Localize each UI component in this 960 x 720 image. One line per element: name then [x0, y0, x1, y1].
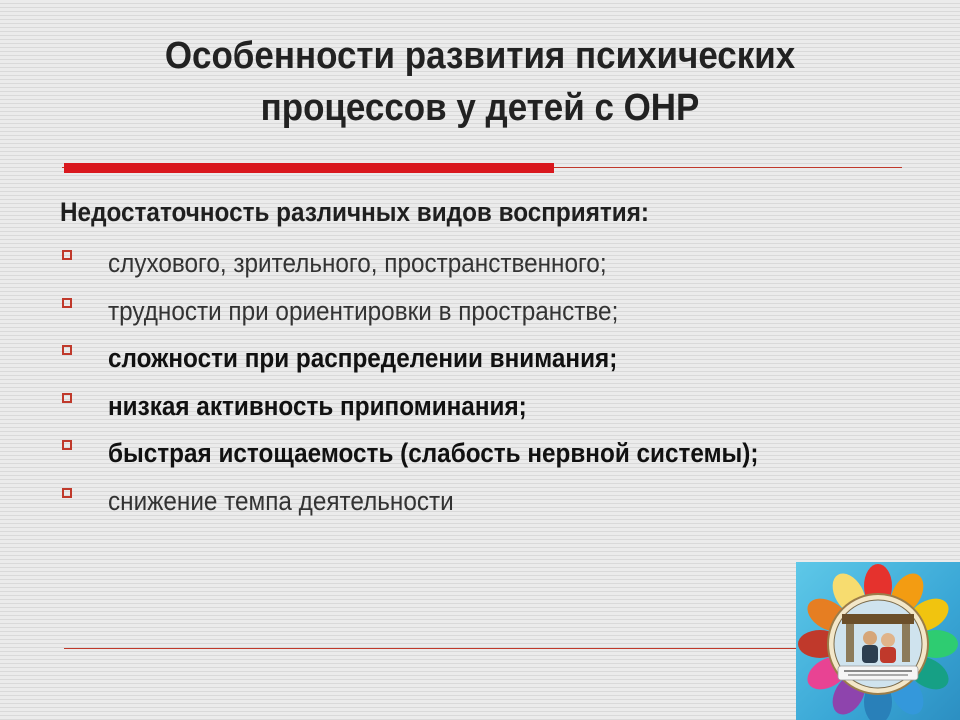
list-item — [60, 430, 831, 478]
subheading: Недостаточность различных видов восприятия: — [60, 197, 650, 227]
list-item — [60, 335, 831, 383]
list-item-text: быстрая истощаемость (слабость нервной системы); — [108, 438, 759, 468]
square-bullet-icon — [62, 250, 72, 260]
square-bullet-icon — [62, 393, 72, 403]
school-emblem-icon — [796, 562, 960, 720]
list-item-text: сложности при распределении внимания; — [108, 343, 618, 373]
list-item-text: слухового, зрительного, пространственного; — [108, 248, 607, 278]
list-item — [60, 478, 831, 526]
list-item-text: низкая активность припоминания; — [108, 390, 527, 421]
bullet-list — [60, 240, 831, 525]
title-divider — [62, 162, 902, 176]
list-item — [60, 383, 831, 431]
square-bullet-icon — [62, 345, 72, 355]
square-bullet-icon — [62, 298, 72, 308]
school-logo — [796, 562, 960, 720]
list-item — [60, 288, 831, 336]
divider-thick-bar — [64, 163, 554, 173]
list-item — [60, 240, 831, 288]
slide-title: Особенности развития психических процессов у детей с ОНР — [164, 35, 796, 129]
footer-divider — [64, 648, 904, 649]
square-bullet-icon — [62, 440, 72, 450]
square-bullet-icon — [62, 488, 72, 498]
list-item-text: снижение темпа деятельности — [108, 485, 454, 516]
list-item-text: трудности при ориентировки в пространстве; — [108, 295, 619, 326]
